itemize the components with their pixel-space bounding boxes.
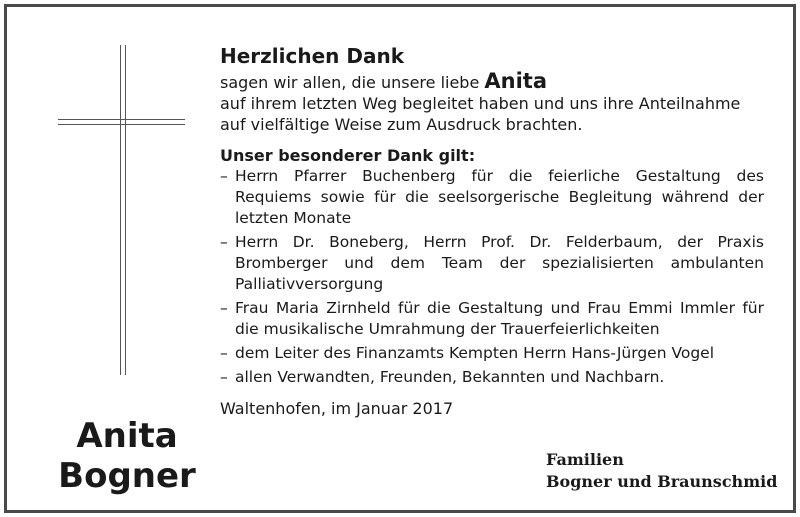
list-item: [220, 367, 764, 388]
intro-line-3: auf vielfältige Weise zum Ausdruck brachten.: [220, 115, 583, 134]
dash-bullet: –: [220, 233, 228, 251]
intro-name: Anita: [484, 69, 548, 93]
dash-bullet: –: [220, 344, 228, 362]
dash-bullet: –: [220, 299, 228, 317]
list-item: [220, 166, 764, 229]
signature: [546, 449, 777, 493]
intro-line-2: auf ihrem letzten Weg begleitet haben und uns ihre Anteilnahme: [220, 94, 741, 113]
list-item: [220, 298, 764, 340]
list-item: [220, 343, 764, 364]
notice-frame: [4, 4, 796, 513]
special-thanks-heading: Unser besonderer Dank gilt:: [220, 146, 476, 165]
signature-line-2: Bogner und Braunschmid: [546, 472, 778, 491]
list-item: [220, 232, 764, 295]
list-item-text: allen Verwandten, Freunden, Bekannten und Nachbarn.: [235, 368, 665, 386]
list-item-text: Herrn Pfarrer Buchenberg für die feierliche Gestaltung des Requiems sowie für die seelsorgerische Begleitung während der letzten Monate: [235, 167, 764, 227]
notice-title: Herzlichen Dank: [220, 44, 405, 68]
list-item-text: Herrn Dr. Boneberg, Herrn Prof. Dr. Felderbaum, der Praxis Bromberger und dem Team der spezialisierten ambulanten Palliativversorgung: [235, 233, 764, 293]
cross-bar: [58, 119, 185, 125]
dash-bullet: –: [220, 368, 228, 386]
cross-icon: [120, 45, 126, 375]
signature-line-1: Familien: [546, 450, 624, 469]
deceased-first-name: Anita: [76, 416, 178, 456]
thanks-list: [220, 166, 764, 388]
list-item-text: dem Leiter des Finanzamts Kempten Herrn Hans-Jürgen Vogel: [235, 344, 715, 362]
deceased-last-name: Bogner: [58, 456, 196, 496]
intro-paragraph: [220, 71, 764, 135]
intro-text: sagen wir allen, die unsere liebe: [220, 73, 480, 92]
notice-content: [220, 41, 764, 419]
dash-bullet: –: [220, 167, 228, 185]
place-date: Waltenhofen, im Januar 2017: [220, 399, 454, 418]
list-item-text: Frau Maria Zirnheld für die Gestaltung und Frau Emmi Immler für die musikalische Umrahmung der Trauerfeierlichkeiten: [235, 299, 764, 338]
